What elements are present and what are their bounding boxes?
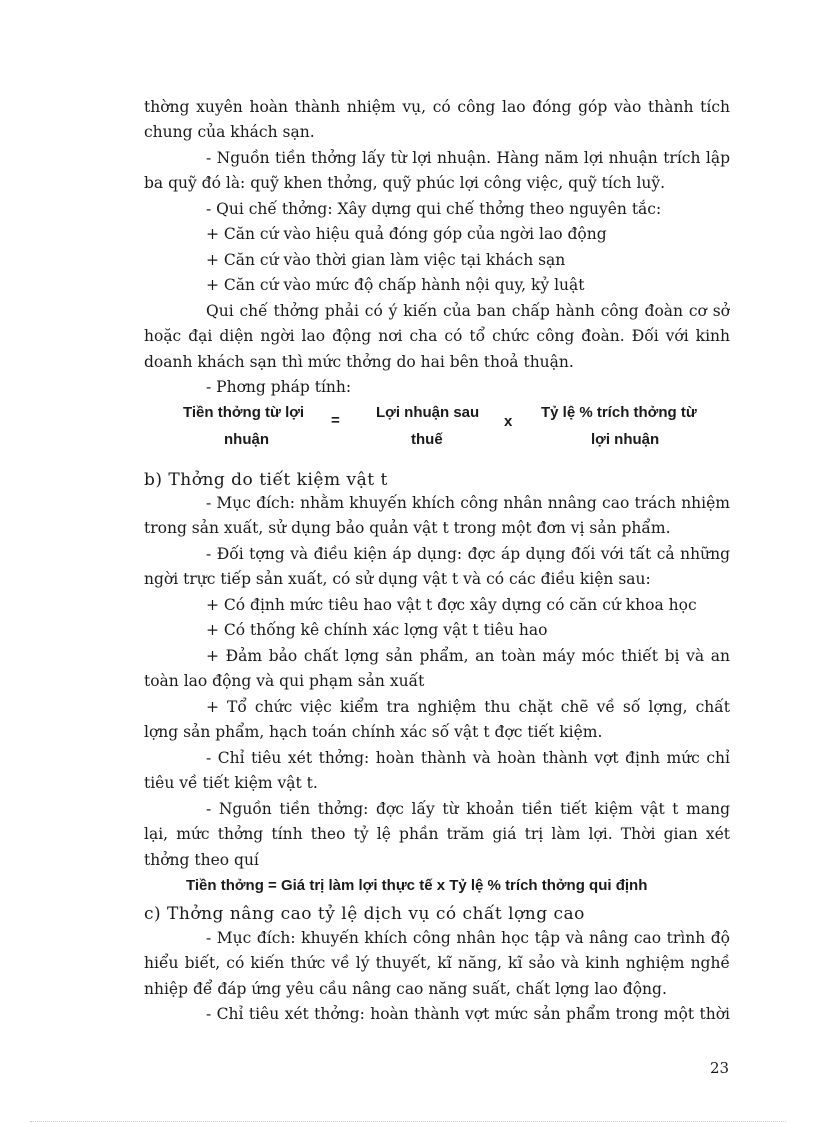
page-bottom-divider: [30, 1121, 786, 1122]
paragraph-line: hoặc đại diện ngời lao động nơi cha có tổ chức công đoàn. Đối với kinh: [144, 327, 730, 345]
paragraph-line: - Chỉ tiêu xét thởng: hoàn thành và hoàn thành vợt định mức chỉ: [206, 749, 730, 767]
section-heading-b: b) Thởng do tiết kiệm vật t: [144, 470, 388, 490]
list-item: + Có thống kê chính xác lợng vật t tiêu hao: [206, 621, 548, 639]
paragraph-line: doanh khách sạn thì mức thởng do hai bên thoả thuận.: [144, 353, 574, 371]
list-item: + Căn cứ vào hiệu quả đóng góp của ngời lao động: [206, 225, 607, 243]
paragraph-line: - Mục đích: nhằm khuyến khích công nhân nnâng cao trách nhiệm: [206, 494, 730, 512]
paragraph-line: - Nguồn tiền thởng lấy từ lợi nhuận. Hàng năm lợi nhuận trích lập: [206, 149, 730, 167]
paragraph-line: tiêu về tiết kiệm vật t.: [144, 774, 318, 792]
paragraph-line: toàn lao động và qui phạm sản xuất: [144, 672, 425, 690]
formula-rhs-line2: lợi nhuận: [591, 431, 660, 448]
formula-times: x: [504, 413, 513, 430]
paragraph-line: - Mục đích: khuyến khích công nhân học tập và nâng cao trình độ: [206, 929, 730, 947]
paragraph-line: hiểu biết, có kiến thức về lý thuyết, kĩ năng, kĩ sảo và kinh nghiệm nghề: [144, 954, 730, 972]
paragraph-line: lại, mức thởng tính theo tỷ lệ phần trăm giá trị làm lợi. Thời gian xét: [144, 825, 730, 843]
formula-bonus: Tiền thởng = Giá trị làm lợi thực tế x Tỷ lệ % trích thởng qui định: [186, 877, 648, 894]
paragraph-line: - Phơng pháp tính:: [206, 378, 352, 396]
paragraph-line: - Nguồn tiền thởng: đợc lấy từ khoản tiền tiết kiệm vật t mang: [206, 800, 730, 818]
paragraph-line: nhiệp để đáp ứng yêu cầu nâng cao năng suất, chất lợng lao động.: [144, 980, 667, 998]
formula-lhs-line2: nhuận: [224, 431, 269, 448]
paragraph-line: - Qui chế thởng: Xây dựng qui chế thởng theo nguyên tắc:: [206, 200, 662, 218]
page-number: 23: [710, 1059, 730, 1077]
formula-mid-line2: thuế: [411, 431, 443, 448]
list-item: + Căn cứ vào mức độ chấp hành nội quy, kỷ luật: [206, 276, 585, 294]
formula-rhs-line1: Tỷ lệ % trích thởng từ: [541, 404, 697, 421]
list-item: + Tổ chức việc kiểm tra nghiệm thu chặt chẽ về số lợng, chất: [206, 698, 730, 716]
paragraph-line: ba quỹ đó là: quỹ khen thởng, quỹ phúc lợi công việc, quỹ tích luỹ.: [144, 174, 666, 192]
list-item: + Có định mức tiêu hao vật t đợc xây dựng có căn cứ khoa học: [206, 596, 697, 614]
paragraph-line: trong sản xuất, sử dụng bảo quản vật t trong một đơn vị sản phẩm.: [144, 519, 671, 537]
paragraph-line: ngời trực tiếp sản xuất, có sử dụng vật t và có các điều kiện sau:: [144, 570, 651, 588]
paragraph-line: thởng theo quí: [144, 851, 259, 869]
paragraph-line: thờng xuyên hoàn thành nhiệm vụ, có công lao đóng góp vào thành tích: [144, 98, 730, 116]
section-heading-c: c) Thởng nâng cao tỷ lệ dịch vụ có chất lợng cao: [144, 904, 585, 924]
paragraph-line: - Chỉ tiêu xét thởng: hoàn thành vợt mức sản phẩm trong một thời: [206, 1005, 730, 1023]
list-item: + Căn cứ vào thời gian làm việc tại khách sạn: [206, 251, 566, 269]
formula-equals: =: [331, 412, 340, 429]
paragraph-line: chung của khách sạn.: [144, 123, 315, 141]
formula-lhs-line1: Tiền thởng từ lợi: [183, 404, 305, 421]
list-item: + Đảm bảo chất lợng sản phẩm, an toàn máy móc thiết bị và an: [206, 647, 730, 665]
paragraph-line: Qui chế thởng phải có ý kiến của ban chấp hành công đoàn cơ sở: [206, 302, 730, 320]
formula-mid-line1: Lợi nhuận sau: [376, 404, 480, 421]
paragraph-line: - Đối tợng và điều kiện áp dụng: đợc áp dụng đối với tất cả những: [206, 545, 730, 563]
paragraph-line: lợng sản phẩm, hạch toán chính xác số vật t đợc tiết kiệm.: [144, 723, 603, 741]
